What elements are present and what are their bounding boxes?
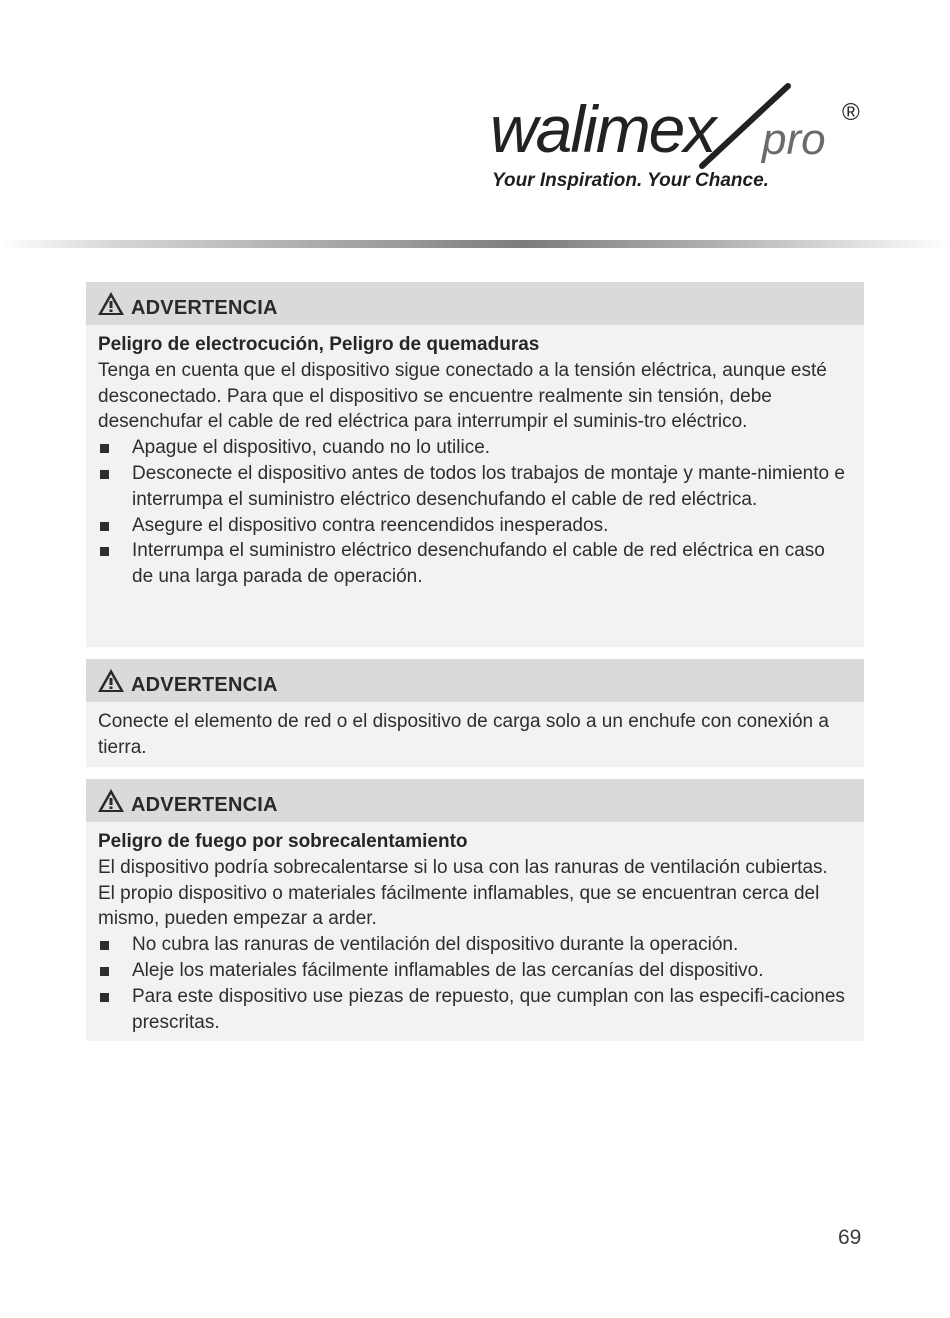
warning-header xyxy=(86,659,864,702)
warning-box-overheating xyxy=(86,779,864,1041)
square-bullet-icon xyxy=(100,967,109,976)
warning-header xyxy=(86,282,864,325)
warning-body xyxy=(86,702,864,769)
logo-tagline: Your Inspiration. Your Chance. xyxy=(492,170,769,191)
bullet-item xyxy=(98,513,848,539)
square-bullet-icon xyxy=(100,444,109,453)
square-bullet-icon xyxy=(100,941,109,950)
warning-title: ADVERTENCIA xyxy=(131,674,278,696)
bullet-item xyxy=(98,538,848,590)
bullet-text: Apague el dispositivo, cuando no lo utilice. xyxy=(132,437,491,459)
warning-bullet-list xyxy=(98,435,848,590)
warning-paragraph: El dispositivo podría sobrecalentarse si lo usa con las ranuras de ventilación cubiertas. El propio dispositivo o materiales fácilmente inflamables, que se encuentran cerca del mismo, pueden empezar a arder. xyxy=(98,856,828,930)
bullet-text: Interrumpa el suministro eléctrico desenchufando el cable de red eléctrica en caso de una larga parada de operación. xyxy=(132,540,825,588)
warning-body xyxy=(86,325,864,598)
warning-box-grounding xyxy=(86,659,864,767)
warning-triangle-icon xyxy=(97,291,125,316)
warning-subtitle: Peligro de electrocución, Peligro de quemaduras xyxy=(98,334,540,355)
logo-graphic xyxy=(470,80,870,180)
warning-title: ADVERTENCIA xyxy=(131,297,278,319)
warning-bullet-list xyxy=(98,932,848,1035)
warning-triangle-icon xyxy=(97,788,125,813)
bullet-text: Aleje los materiales fácilmente inflamables de las cercanías del dispositivo. xyxy=(132,959,764,981)
bullet-item xyxy=(98,932,848,958)
warning-paragraph: Conecte el elemento de red o el dispositivo de carga solo a un enchufe con conexión a tierra. xyxy=(98,711,829,758)
warning-body xyxy=(86,822,864,1043)
bullet-text: Desconecte el dispositivo antes de todos los trabajos de montaje y mante-nimiento e interrumpa el suministro eléctrico desenchufando el cable de red eléctrica. xyxy=(132,462,845,510)
bullet-item xyxy=(98,461,848,513)
warning-title: ADVERTENCIA xyxy=(131,794,278,816)
logo-brand-main: walimex xyxy=(490,92,715,166)
bullet-item xyxy=(98,435,848,461)
square-bullet-icon xyxy=(100,522,109,531)
warning-subtitle: Peligro de fuego por sobrecalentamiento xyxy=(98,831,468,852)
header-divider xyxy=(0,240,950,248)
bullet-text: Para este dispositivo use piezas de repuesto, que cumplan con las especifi-caciones prescritas. xyxy=(132,985,845,1033)
bullet-text: No cubra las ranuras de ventilación del dispositivo durante la operación. xyxy=(132,934,739,956)
warning-triangle-icon xyxy=(97,668,125,693)
warning-header xyxy=(86,779,864,822)
logo-registered-mark: ® xyxy=(842,99,860,126)
bullet-item xyxy=(98,958,848,984)
bullet-item xyxy=(98,984,848,1036)
logo-brand-sub: pro xyxy=(762,115,826,164)
page-number: 69 xyxy=(838,1226,862,1249)
square-bullet-icon xyxy=(100,547,109,556)
square-bullet-icon xyxy=(100,993,109,1002)
bullet-text: Asegure el dispositivo contra reencendidos inesperados. xyxy=(132,514,609,536)
warning-box-electrocution xyxy=(86,282,864,647)
square-bullet-icon xyxy=(100,470,109,479)
warning-paragraph: Tenga en cuenta que el dispositivo sigue conectado a la tensión eléctrica, aunque esté desconectado. Para que el dispositivo se encuentre realmente sin tensión, debe desenchufar el cable de red eléctrica para interrumpir el suminis-tro eléctrico. xyxy=(98,359,827,433)
